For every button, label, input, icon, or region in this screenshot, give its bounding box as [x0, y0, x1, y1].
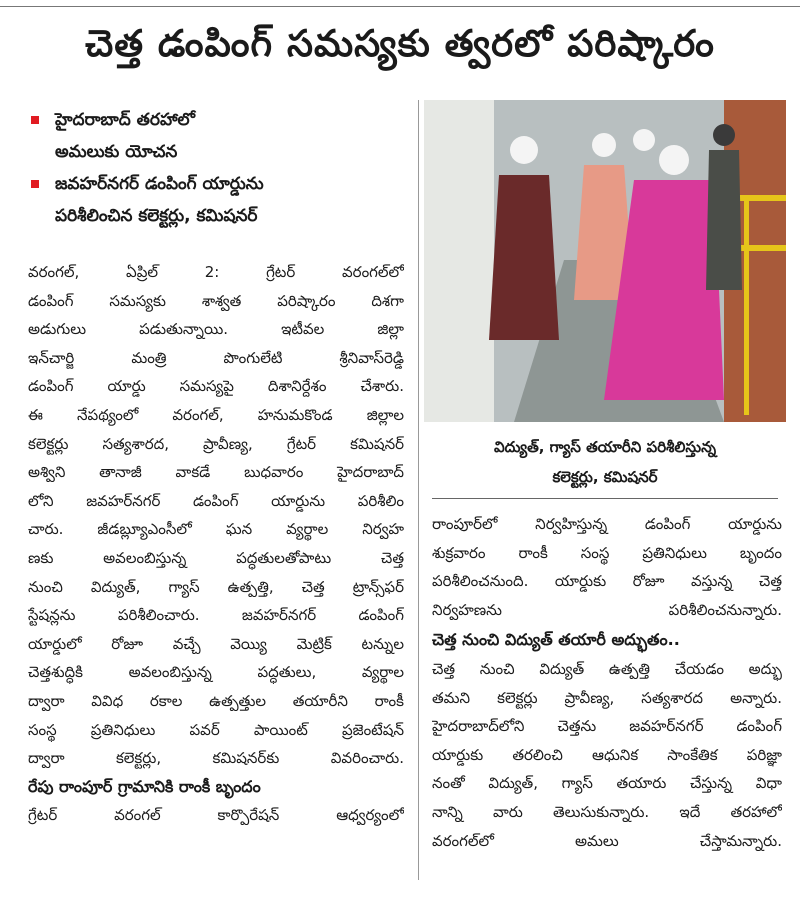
text-line: ఈ నేపథ్యంలో వరంగల్, హనుమకొండ జిల్లాల — [28, 405, 404, 424]
left-tail — [28, 801, 404, 830]
right-column — [432, 510, 782, 855]
text-line: అడుగులు పడుతున్నాయి. ఇటీవల జిల్లా — [28, 320, 404, 339]
right-tail — [432, 655, 782, 855]
highlight-line: జవహర్‌నగర్ డంపింగ్ యార్డును — [55, 174, 264, 194]
text-line: గ్రేటర్ వరంగల్ కార్పొరేషన్ ఆధ్వర్యంలో — [28, 806, 404, 825]
text-line: రాంపూర్‌లో నిర్వహిస్తున్న డంపింగ్ యార్డును — [432, 515, 782, 533]
highlight-2 — [25, 168, 405, 232]
text-line: లోని జవహర్‌నగర్ డంపింగ్ యార్డును పరిశీలిం — [28, 491, 404, 510]
text-line: నాన్ని వారు తెలుసుకున్నారు. ఇదే తరహాలో — [432, 802, 782, 821]
text-line: చెత్తశుద్ధికి అవలంబిస్తున్న పద్ధతులు, వ్యర్థాల — [28, 663, 404, 682]
text-line: ద్వారా వివిధ రకాల ఉత్పత్తుల తయారీని రాంకీ — [28, 691, 404, 710]
caption-rule — [432, 498, 778, 499]
text-line: సంస్థ ప్రతినిధులు పవర్ పాయింట్ ప్రజెంటేషన్ — [28, 720, 404, 739]
text-line: కలెక్టర్లు సత్యశారద, ప్రావీణ్య, గ్రేటర్ కమిషనర్ — [28, 434, 404, 453]
left-body — [28, 258, 404, 773]
bullet-square-icon — [31, 180, 39, 188]
text-line: నిర్వహణను పరిశీలించనున్నారు. — [432, 600, 782, 619]
text-line: స్టేషన్లను పరిశీలించారు. జవహర్‌నగర్ డంపింగ్ — [28, 606, 404, 625]
text-line: వరంగల్‌లో అమలు చేస్తామన్నారు. — [432, 831, 782, 850]
highlights — [25, 104, 405, 232]
text-line: డంపింగ్ యార్డు సమస్యపై దిశానిర్దేశం చేశారు. — [28, 377, 404, 396]
text-line: తమని కలెక్టర్లు ప్రావీణ్య, సత్యశారద అన్నారు. — [432, 688, 782, 707]
text-line: ఇన్‌చార్జి మంత్రి పొంగులేటి శ్రీనివాస్‌రెడ్డి — [28, 348, 404, 367]
left-subhead: రేపు రాంపూర్ గ్రామానికి రాంకీ బృందం — [28, 776, 261, 796]
text-line: చారు. జీడబ్ల్యూఎంసీలో ఘన వ్యర్థాల నిర్వహ — [28, 520, 404, 539]
column-divider — [418, 100, 419, 880]
text-line: పరిశీలించనుంది. యార్డుకు రోజూ వస్తున్న చెత్త — [432, 572, 782, 591]
text-line: చెత్త నుంచి విద్యుత్ ఉత్పత్తి చేయడం అద్భు — [432, 659, 782, 678]
text-line: అశ్విని తానాజీ వాకడే బుధవారం హైదరాబాద్ — [28, 463, 404, 482]
right-body — [432, 510, 782, 624]
left-column — [28, 258, 404, 830]
text-line: డంపింగ్ సమస్యకు శాశ్వత పరిష్కారం దిశగా — [28, 291, 404, 310]
highlight-line: పరిశీలించిన కలెక్టర్లు, కమిషనర్ — [55, 206, 258, 226]
caption-line: విద్యుత్, గ్యాస్ తయారీని పరిశీలిస్తున్న — [493, 438, 717, 456]
right-subhead: చెత్త నుంచి విద్యుత్ తయారీ అద్భుతం.. — [432, 630, 680, 650]
text-line: శుక్రవారం రాంకీ సంస్థ ప్రతినిధులు బృందం — [432, 543, 782, 562]
top-rule — [0, 6, 800, 7]
text-line: వరంగల్, ఏప్రిల్ 2: గ్రేటర్ వరంగల్‌లో — [28, 263, 404, 281]
highlight-line: హైదరాబాద్ తరహాలో — [55, 110, 195, 130]
photo-caption — [432, 432, 778, 492]
headline: చెత్త డంపింగ్ సమస్యకు త్వరలో పరిష్కారం — [85, 22, 715, 65]
text-line: హైదరాబాద్‌లోని చెత్తను జవహర్‌నగర్ డంపింగ్ — [432, 717, 782, 736]
text-line: నంతో విద్యుత్, గ్యాస్ తయారు చేస్తున్న విధా — [432, 774, 782, 793]
bullet-square-icon — [31, 116, 39, 124]
news-photo — [424, 100, 786, 422]
text-line: యార్డుకు తరలించి ఆధునిక సాంకేతిక పరిజ్ఞా — [432, 745, 782, 764]
text-line: నుంచి విద్యుత్, గ్యాస్ ఉత్పత్తి, చెత్త ట్రాన్స్‌ఫర్ — [28, 577, 404, 596]
caption-line: కలెక్టర్లు, కమిషనర్ — [552, 468, 658, 486]
text-line: ణకు అవలంబిస్తున్న పద్ధతులతోపాటు చెత్త — [28, 548, 404, 567]
highlight-line: అమలుకు యోచన — [55, 142, 178, 162]
text-line: ద్వారా కలెక్టర్లు, కమిషనర్‌కు వివరించారు. — [28, 749, 404, 768]
highlight-1 — [25, 104, 405, 168]
text-line: యార్డులో రోజూ వచ్చే వెయ్యి మెట్రిక్ టన్నుల — [28, 634, 404, 653]
